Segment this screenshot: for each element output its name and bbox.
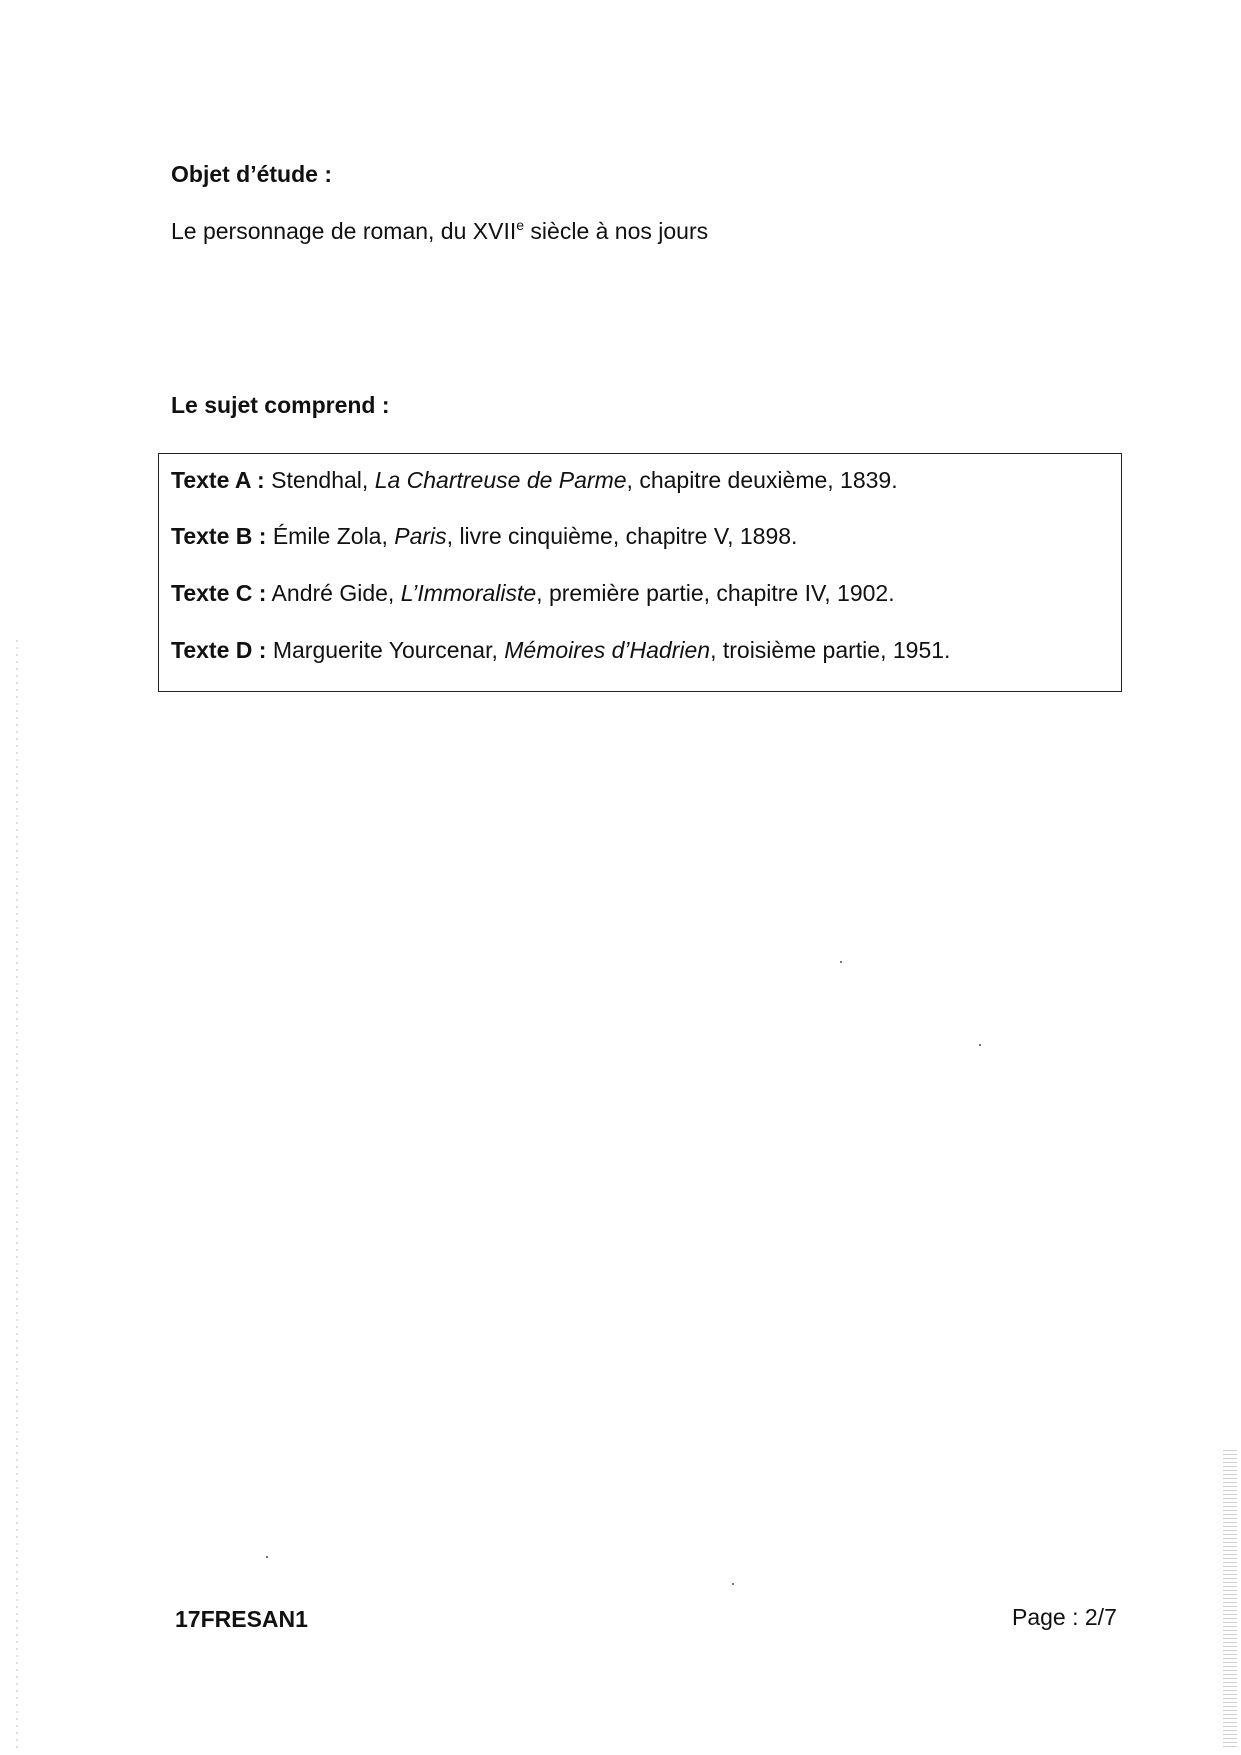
texte-c-title: L’Immoraliste bbox=[400, 580, 537, 606]
objet-text-end: siècle à nos jours bbox=[524, 218, 709, 244]
texte-a-line bbox=[171, 467, 898, 494]
texte-d-rest: , troisième partie, 1951. bbox=[710, 637, 951, 663]
texte-b-author: Émile Zola, bbox=[266, 523, 395, 549]
objet-text-main: Le personnage de roman, du XVII bbox=[171, 218, 517, 244]
texte-b-label: Texte B : bbox=[171, 523, 267, 549]
texte-b-title: Paris bbox=[394, 523, 447, 549]
footer-code: 17FRESAN1 bbox=[175, 1606, 308, 1632]
texte-a-author: Stendhal, bbox=[264, 467, 375, 493]
scan-speck bbox=[732, 1583, 734, 1585]
scan-edge-right bbox=[1223, 1450, 1237, 1750]
texte-d-line bbox=[171, 637, 950, 664]
objet-text-sup: e bbox=[516, 217, 525, 233]
scan-speck bbox=[840, 961, 842, 963]
scan-edge-left bbox=[16, 640, 18, 1750]
texte-d-label: Texte D : bbox=[171, 637, 267, 663]
texte-b-rest: , livre cinquième, chapitre V, 1898. bbox=[446, 523, 798, 549]
texte-c-author: André Gide, bbox=[266, 580, 401, 606]
texte-d-author: Marguerite Yourcenar, bbox=[266, 637, 505, 663]
footer-page-number: Page : 2/7 bbox=[1012, 1604, 1117, 1630]
sujet-heading: Le sujet comprend : bbox=[171, 392, 390, 418]
objet-heading: Objet d’étude : bbox=[171, 161, 332, 187]
scan-speck bbox=[266, 1556, 268, 1558]
texte-b-line bbox=[171, 523, 797, 550]
objet-text bbox=[171, 218, 708, 245]
texte-a-title: La Chartreuse de Parme bbox=[374, 467, 627, 493]
scan-speck bbox=[979, 1044, 981, 1046]
texte-a-label: Texte A : bbox=[171, 467, 265, 493]
texte-a-rest: , chapitre deuxième, 1839. bbox=[626, 467, 898, 493]
texte-c-line bbox=[171, 580, 895, 607]
texte-d-title: Mémoires d’Hadrien bbox=[504, 637, 711, 663]
texte-c-rest: , première partie, chapitre IV, 1902. bbox=[536, 580, 895, 606]
texte-c-label: Texte C : bbox=[171, 580, 267, 606]
